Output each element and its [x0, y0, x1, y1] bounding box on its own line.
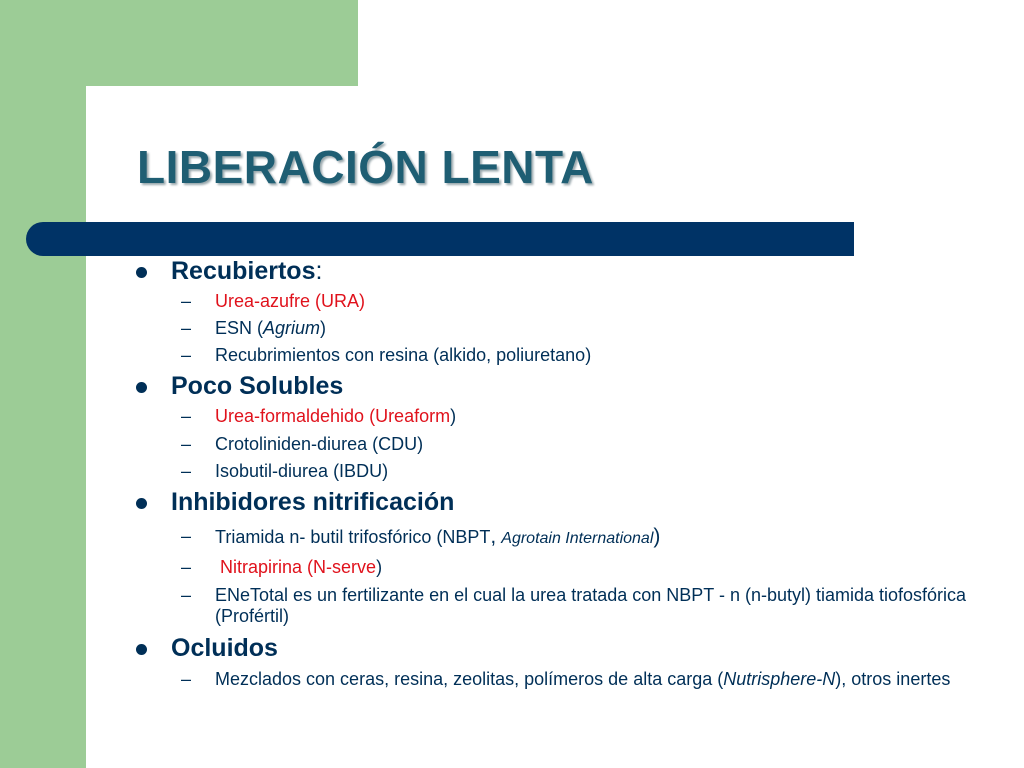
sub-item-text: Isobutil-diurea (IBDU) — [215, 461, 389, 481]
sub-item-text: Urea-azufre (URA) — [215, 291, 366, 311]
bullet-list: Recubiertos: – Urea-azufre (URA) – ESN (Agrium) – Recubrimientos con resina (alkido, poliuretano) Poco Solubles – Urea-formaldehido (Ureaform) – Crotoliniden-diurea (CDU) – Isobutil-diurea (IBDU) Inhibidores nitrificación – Triamida n- butil trifosfórico (NBPT, Agrotain International) – Nitrapirina (N-serve) – ENeTotal es un fertilizante en el cual la urea tratada con NBPT - n (n-butyl) tiamida tiofosfórica (Profértil) Ocluidos – Mezclados con ceras, resina, zeolitas, polímeros de alta carga (Nutrisphere-N), otros inertes — [0, 0, 1024, 768]
sub-item-text: ENeTotal es un fertilizante en el cual la urea tratada con NBPT - n (n-butyl) tiamida tiofosfórica (Profértil) — [215, 585, 967, 626]
bullet-dot — [136, 382, 147, 393]
heading-colon: : — [315, 257, 323, 285]
bullet-dot — [136, 644, 147, 655]
brand-agrotain: Agrotain International — [501, 530, 654, 547]
heading-ocluidos: Ocluidos — [171, 634, 278, 662]
heading-inhibidores: Inhibidores nitrificación — [171, 488, 455, 516]
sub-item-text: Recubrimientos con resina (alkido, poliuretano) — [215, 345, 592, 365]
slide-title: LIBERACIÓN LENTA — [137, 141, 594, 193]
sub-item-text: Crotoliniden-diurea (CDU) — [215, 434, 424, 454]
bullet-dot — [136, 498, 147, 509]
brand-nutrisphere: Nutrisphere-N — [723, 669, 836, 689]
heading-poco-solubles: Poco Solubles — [171, 372, 344, 400]
heading-recubiertos: Recubiertos — [171, 257, 316, 285]
bullet-dot — [136, 267, 147, 278]
brand-agrium: Agrium — [263, 318, 321, 338]
